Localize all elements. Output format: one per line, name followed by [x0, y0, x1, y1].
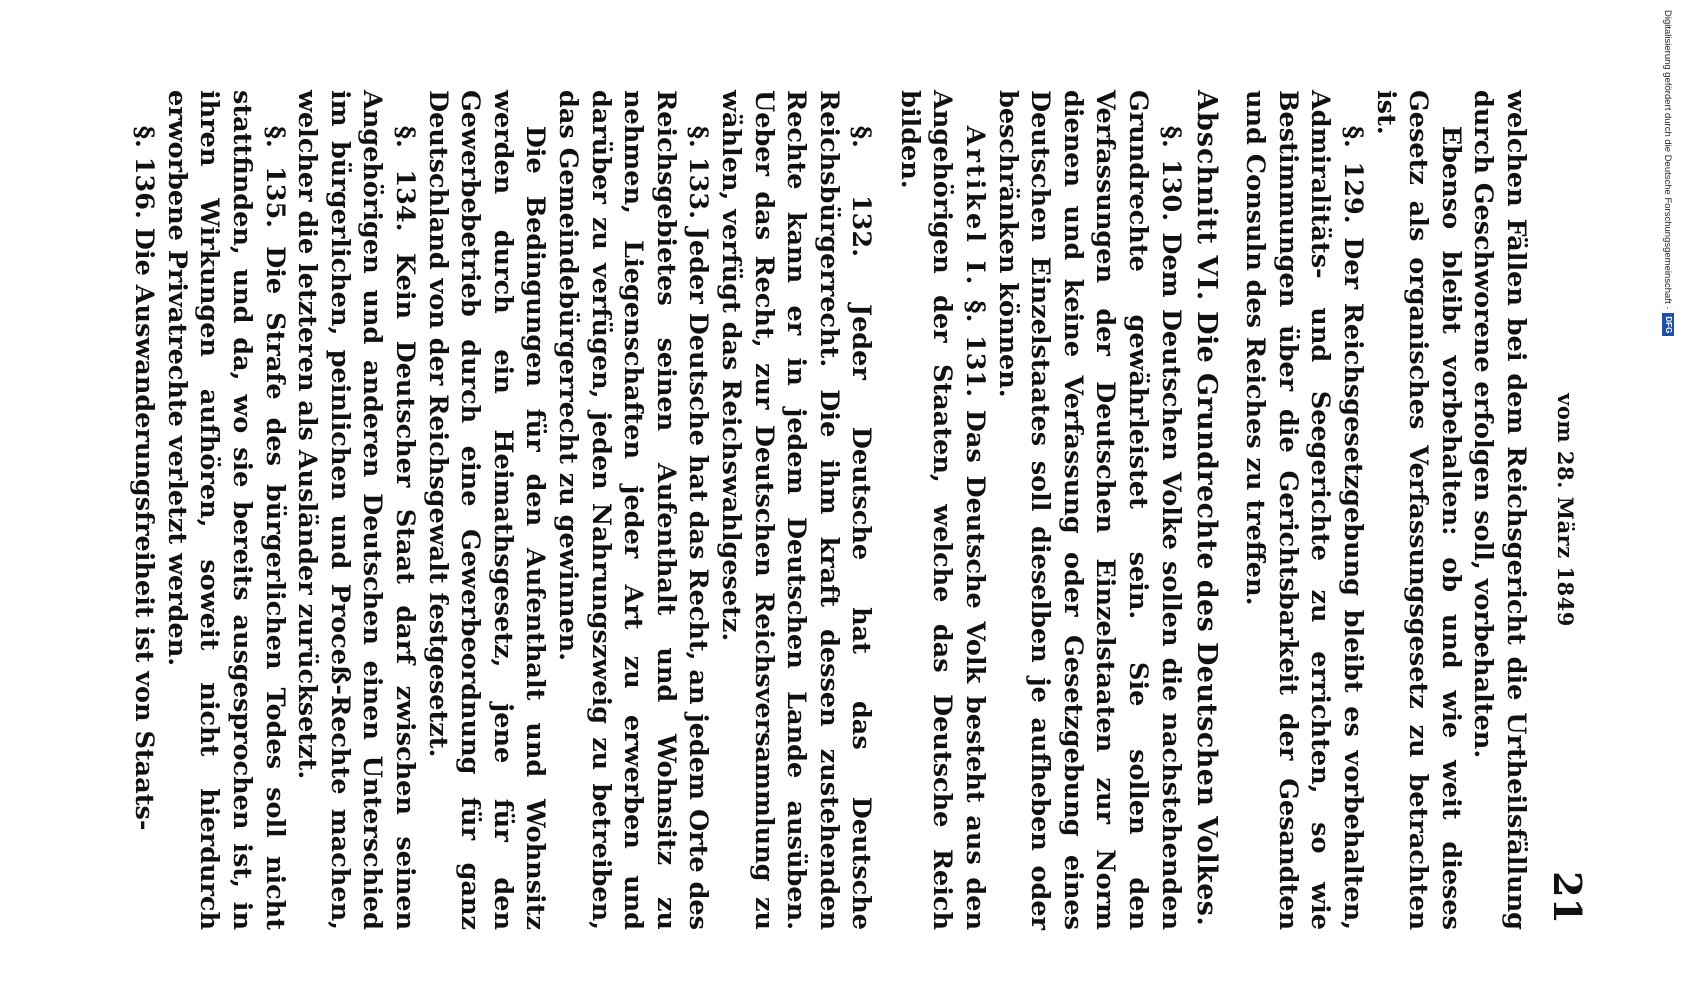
- paragraph-132: §. 132. Jeder Deutsche hat das Deutsche Reichsbürgerrecht. Die ihm kraft dessen zustehenden Rechte kann er in jedem Deutschen Lande ausüben. Ueber das Recht, zur Deutschen Reichsversammlung zu wählen, verfügt das Reichswahlgesetz.: [715, 90, 877, 930]
- section-heading-title: Die Grundrechte des Deutschen Volkes.: [1190, 311, 1222, 927]
- running-head: [1532, 90, 1590, 930]
- paragraph-135: §. 135. Die Strafe des bürgerlichen Todes soll nicht stattfinden, und da, wo sie bereits ausgesprochen ist, in ihren Wirkungen aufhören, soweit nicht hierdurch erworbene Privatrechte verletzt werden.: [161, 90, 290, 930]
- paragraph-133: §. 133. Jeder Deutsche hat das Recht, an jedem Orte des Reichsgebietes seinen Aufenthalt und Wohnsitz zu nehmen, Liegenschaften jeder Art zu erwerben und darüber zu verfügen, jeden Nahrungszweig zu betreiben, das Gemeindebürgerrecht zu gewinnen.: [552, 90, 714, 930]
- printed-page: [129, 90, 1590, 931]
- paragraph-134: §. 134. Kein Deutscher Staat darf zwischen seinen Angehörigen und anderen Deutschen einen Unterschied im bürgerlichen, peinlichen und Proceß-Rechte machen, welcher die letzteren als Ausländer zurücksetzt.: [292, 90, 420, 930]
- running-head-title: vom 28. März 1849: [1553, 393, 1578, 627]
- artikel-label: Artikel I.: [960, 125, 991, 288]
- paragraph-136: §. 136. Die Auswanderungsfreiheit ist von Staats-: [129, 125, 160, 831]
- digitization-credit-text: Digitalisierung gefördert durch die Deutsche Forschungsgemeinschaft ·: [1662, 10, 1673, 310]
- section-heading-label: Abschnitt VI.: [1190, 90, 1222, 302]
- digitization-credit: [1660, 10, 1674, 370]
- paragraph-133-conditions: Die Bedingungen für den Aufenthalt und Wohnsitz werden durch ein Heimathsgesetz, jene für den Gewerbebetrieb durch eine Gewerbeordnung für ganz Deutschland von der Reichsgewalt festgesetzt.: [422, 90, 551, 930]
- dfg-logo: DFG: [1662, 313, 1674, 336]
- section-heading: [1189, 90, 1223, 930]
- paragraph-artikel-1: [893, 90, 991, 930]
- paragraph-129: §. 129. Der Reichsgesetzgebung bleibt es vorbehalten, Admiralitäts- und Seegerichte zu errichten, so wie Bestimmungen über die Gerichtsbarkeit der Gesandten und Consuln des Reiches zu treffen.: [1240, 90, 1369, 930]
- paragraph-130: §. 130. Dem Deutschen Volke sollen die nachstehenden Grundrechte gewährleistet sein. Sie sollen den Verfassungen der Deutschen Einzelstaaten zur Norm dienen und keine Verfassung oder Gesetzgebung eines Deutschen Einzelstaates soll dieselben je aufheben oder beschränken können.: [992, 90, 1186, 930]
- paragraph-vorbehalt: Ebenso bleibt vorbehalten: ob und wie weit dieses Gesetz als organisches Verfassungsgesetz zu betrachten ist.: [1370, 90, 1466, 930]
- page-number: 21: [1545, 871, 1590, 924]
- body-text: [128, 90, 1532, 930]
- paragraph-131: §. 131. Das Deutsche Volk besteht aus den Angehörigen der Staaten, welche das Deutsche Reich bilden.: [894, 90, 991, 931]
- paragraph-urtheilsfaellung: welchen Fällen bei dem Reichsgericht die Urtheilsfällung durch Geschworene erfolgen soll, vorbehalten.: [1468, 90, 1531, 930]
